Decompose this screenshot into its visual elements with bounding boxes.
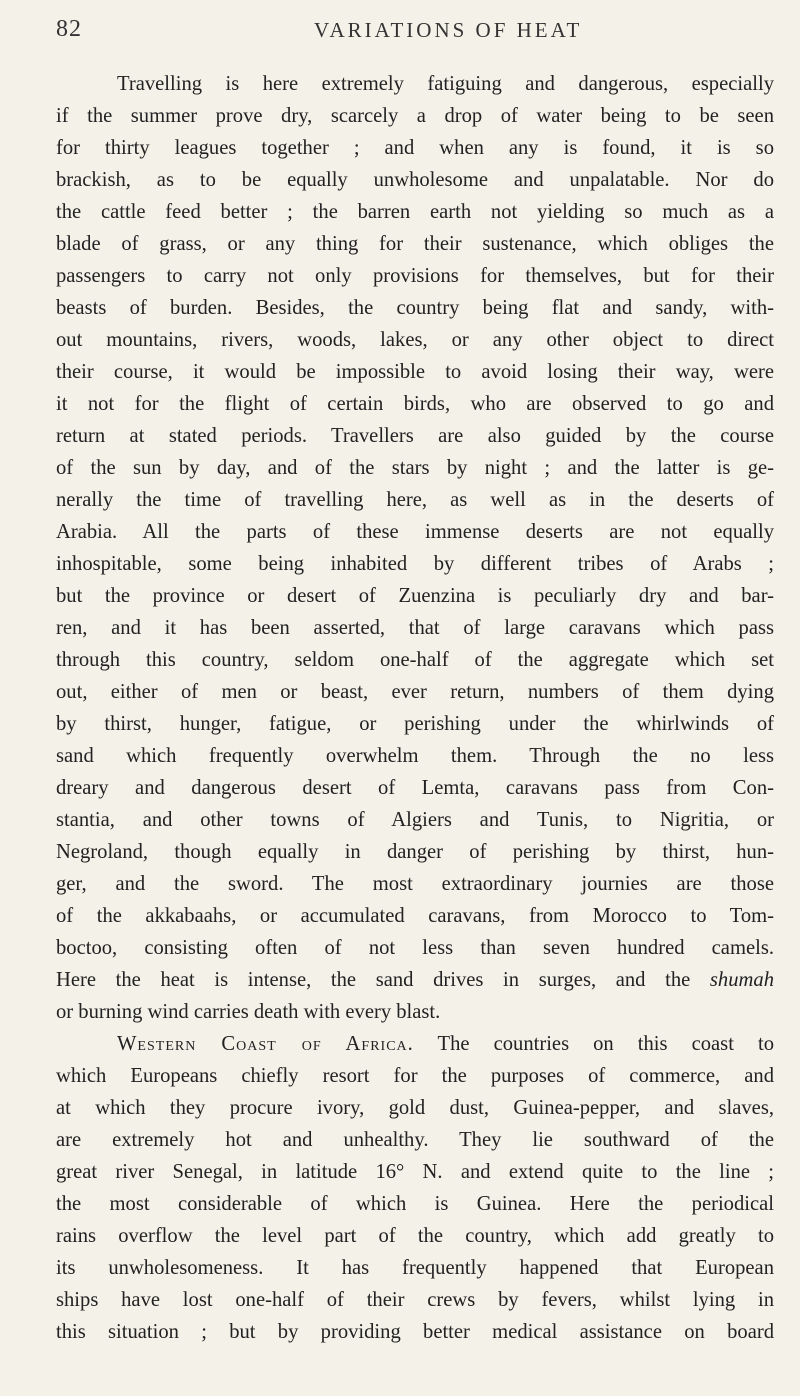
text-line: out mountains, rivers, woods, lakes, or any other object to direct bbox=[56, 329, 774, 351]
text-line: ger, and the sword. The most extraordinary journies are those bbox=[56, 873, 774, 895]
text-line: rains overflow the level part of the country, which add greatly to bbox=[56, 1225, 774, 1247]
text-line: great river Senegal, in latitude 16° N. and extend quite to the line ; bbox=[56, 1161, 774, 1183]
text-line: its unwholesomeness. It has frequently happened that European bbox=[56, 1257, 774, 1279]
text-line: out, either of men or beast, ever return, numbers of them dying bbox=[56, 681, 774, 703]
text-line: stantia, and other towns of Algiers and Tunis, to Nigritia, or bbox=[56, 809, 774, 831]
text-line: but the province or desert of Zuenzina is peculiarly dry and bar- bbox=[56, 585, 774, 607]
section-heading: Western Coast of Africa. bbox=[117, 1033, 414, 1055]
text-line: their course, it would be impossible to avoid losing their way, were bbox=[56, 361, 774, 383]
text-line: this situation ; but by providing better medical assistance on board bbox=[56, 1321, 774, 1343]
text-line: Negroland, though equally in danger of perishing by thirst, hun- bbox=[56, 841, 774, 863]
text-line: or burning wind carries death with every blast. bbox=[56, 1001, 441, 1023]
text-line: brackish, as to be equally unwholesome and unpalatable. Nor do bbox=[56, 169, 774, 191]
text-line: ships have lost one-half of their crews by fevers, whilst lying in bbox=[56, 1289, 774, 1311]
text-line: return at stated periods. Travellers are also guided by the course bbox=[56, 425, 774, 447]
text-line: if the summer prove dry, scarcely a drop of water being to be seen bbox=[56, 105, 774, 127]
text-line: through this country, seldom one-half of the aggregate which set bbox=[56, 649, 774, 671]
text-line: beasts of burden. Besides, the country being flat and sandy, with- bbox=[56, 297, 774, 319]
text-line: ren, and it has been asserted, that of large caravans which pass bbox=[56, 617, 774, 639]
running-head bbox=[56, 0, 772, 68]
text-line-with-italic bbox=[56, 964, 774, 996]
text-line: nerally the time of travelling here, as well as in the deserts of bbox=[56, 489, 774, 511]
text-line: are extremely hot and unhealthy. They lie southward of the bbox=[56, 1129, 774, 1151]
text-line: inhospitable, some being inhabited by different tribes of Arabs ; bbox=[56, 553, 774, 575]
text-line: blade of grass, or any thing for their sustenance, which obliges the bbox=[56, 233, 774, 255]
text-line: by thirst, hunger, fatigue, or perishing under the whirlwinds of bbox=[56, 713, 774, 735]
italic-term: shumah bbox=[709, 969, 774, 991]
text-line: of the sun by day, and of the stars by night ; and the latter is ge- bbox=[56, 457, 774, 479]
text-line: sand which frequently overwhelm them. Through the no less bbox=[56, 745, 774, 767]
text-line-with-heading bbox=[56, 1028, 774, 1060]
text-line: of the akkabaahs, or accumulated caravans, from Morocco to Tom- bbox=[56, 905, 774, 927]
text-line: for thirty leagues together ; and when any is found, it is so bbox=[56, 137, 774, 159]
text-line: Travelling is here extremely fatiguing and dangerous, especially bbox=[117, 73, 774, 95]
text-line: which Europeans chiefly resort for the purposes of commerce, and bbox=[56, 1065, 774, 1087]
text-fragment: Here the heat is intense, the sand drives in surges, and the bbox=[56, 969, 710, 991]
text-line: Arabia. All the parts of these immense deserts are not equally bbox=[56, 521, 774, 543]
text-line: the most considerable of which is Guinea. Here the periodical bbox=[56, 1193, 774, 1215]
text-line: dreary and dangerous desert of Lemta, caravans pass from Con- bbox=[56, 777, 774, 799]
text-line: passengers to carry not only provisions for themselves, but for their bbox=[56, 265, 774, 287]
page-number: 82 bbox=[56, 16, 82, 42]
running-title: VARIATIONS OF HEAT bbox=[314, 18, 583, 42]
body-text bbox=[56, 68, 774, 1348]
text-line: the cattle feed better ; the barren earth not yielding so much as a bbox=[56, 201, 774, 223]
text-line: it not for the flight of certain birds, who are observed to go and bbox=[56, 393, 774, 415]
text-fragment: The countries on this coast to bbox=[413, 1033, 774, 1055]
text-line: boctoo, consisting often of not less than seven hundred camels. bbox=[56, 937, 774, 959]
text-line: at which they procure ivory, gold dust, Guinea-pepper, and slaves, bbox=[56, 1097, 774, 1119]
